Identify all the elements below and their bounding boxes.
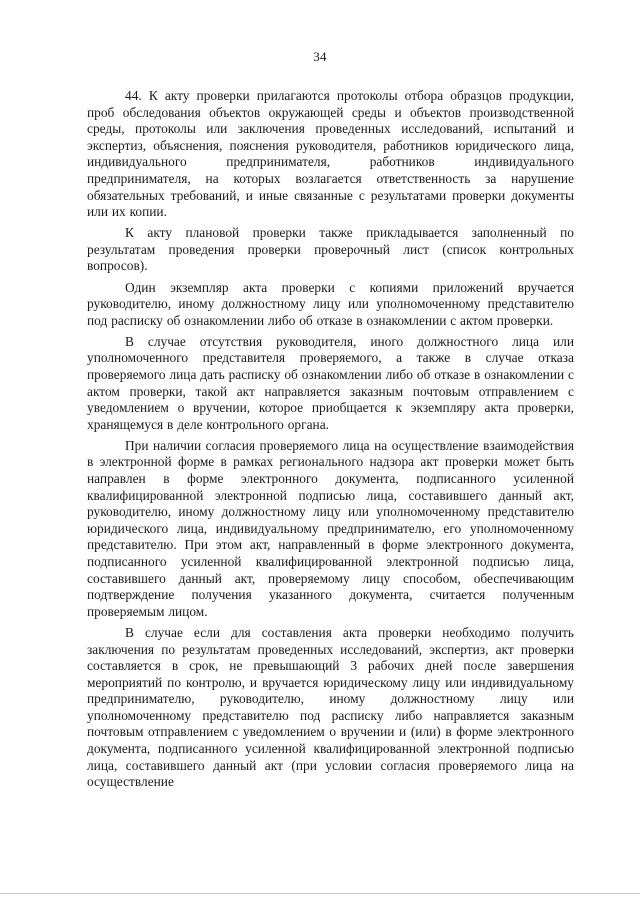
page-bottom-edge (0, 893, 640, 894)
paragraph-postal-delivery: В случае отсутствия руководителя, иного должностного лица или уполномоченного представителя проверяемого, а также в случае отказа проверяемого лица дать расписку об ознакомлении либо об отказе в ознакомлении с актом проверки, такой акт направляется заказным почтовым отправлением с уведомлением о вручении, которое приобщается к экземпляру акта проверки, хранящемуся в деле контрольного органа. (87, 333, 574, 432)
paragraph-electronic-form: При наличии согласия проверяемого лица на осуществление взаимодействия в электронной форме в рамках регионального надзора акт проверки может быть направлен в форме электронного документа, подписанного усиленной квалифицированной электронной подписью лица, составившего данный акт, руководителю, иному должностному лицу или уполномоченному представителю юридического лица, индивидуальному предпринимателю, его уполномоченному представителю. При этом акт, направленный в форме электронного документа, подписанного усиленной квалифицированной электронной подписью лица, составившего данный акт, проверяемому лицу способом, обеспечивающим подтверждение получения указанного документа, считается полученным проверяемым лицом. (87, 437, 574, 619)
paragraph-handover: Один экземпляр акта проверки с копиями приложений вручается руководителю, иному должностному лицу или уполномоченному представителю под расписку об ознакомлении либо об отказе в ознакомлении с актом проверки. (87, 279, 574, 328)
paragraph-44-attachments: 44. К акту проверки прилагаются протоколы отбора образцов продукции, проб обследования объектов окружающей среды и объектов производственной среды, протоколы или заключения проведенных исследований, испытаний и экспертиз, объяснения, пояснения руководителя, работников юридического лица, индивидуального предпринимателя, работников индивидуального предпринимателя, на которых возлагается ответственность за нарушение обязательных требований, и иные связанные с результатами проверки документы или их копии. (87, 88, 574, 220)
page-number: 34 (313, 49, 327, 64)
document-body (87, 88, 574, 795)
paragraph-checklist: К акту плановой проверки также прикладывается заполненный по результатам проведения проверки проверочный лист (список контрольных вопросов). (87, 225, 574, 274)
paragraph-expert-conclusions: В случае если для составления акта проверки необходимо получить заключения по результатам проведенных исследований, экспертиз, акт проверки составляется в срок, не превышающий 3 рабочих дней после завершения мероприятий по контролю, и вручается юридическому лицу или индивидуальному предпринимателю, руководителю, иному должностному лицу или уполномоченному представителю под расписку либо направляется заказным почтовым отправлением с уведомлением о вручении и (или) в форме электронного документа, подписанного усиленной квалифицированной электронной подписью лица, составившего данный акт (при условии согласия проверяемого лица на осуществление (87, 624, 574, 790)
